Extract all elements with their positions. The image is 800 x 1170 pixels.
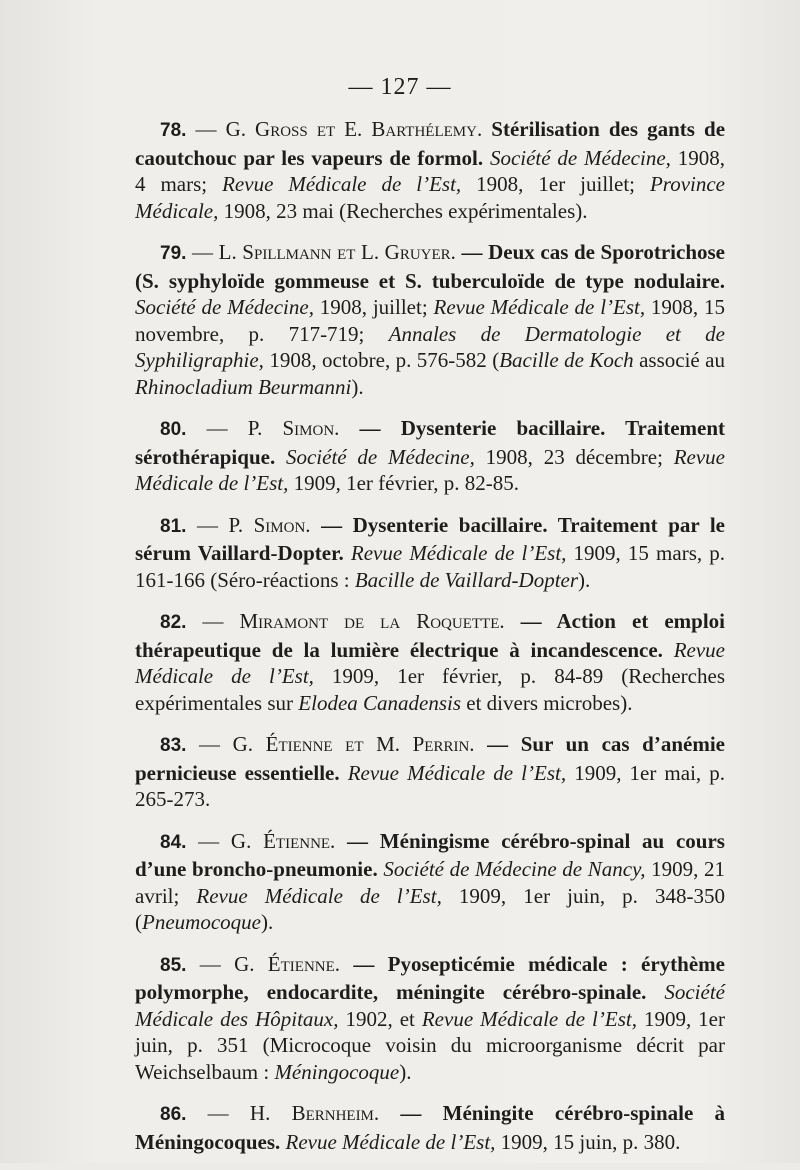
entry-details: 1909, 1er février, p. 82-85.: [288, 471, 520, 495]
bibliography-entry-83: [135, 731, 725, 813]
entry-journal: Société de Médecine de Nancy,: [377, 857, 646, 881]
entry-journal: Revue Médicale de l’Est,: [222, 172, 462, 196]
entry-title: — Deux cas de Sporotrichose (S. syphyloïde gommeuse et S. tuberculoïde de type nodulaire.: [135, 240, 725, 293]
entry-title: — Pyosepticémie médicale : érythème polymorphe, endocardite, méningite cérébro-spinale.: [135, 951, 725, 1004]
entry-details: et divers microbes).: [461, 690, 633, 715]
page-number: — 127 —: [348, 74, 452, 100]
entry-authors: — P. Simon.: [196, 512, 311, 537]
bibliography-entry-85: [135, 951, 725, 1086]
entry-details: ).: [260, 910, 274, 934]
entry-journal: Bacille de Vaillard-Dopter: [354, 567, 579, 592]
entry-title: — Méningisme cérébro-spinal au cours d’une broncho-pneumonie.: [135, 828, 725, 881]
entry-number: 86.: [160, 1104, 187, 1125]
entry-journal: Société de Médecine,: [275, 444, 475, 469]
entry-journal: Revue Médicale de l’Est,: [196, 883, 442, 908]
entry-journal: Pneumocoque: [142, 910, 261, 934]
entry-journal: Revue Médicale de l’Est,: [433, 295, 646, 319]
entry-journal: Société de Médecine,: [135, 295, 314, 319]
entry-details: ).: [399, 1059, 412, 1084]
entry-journal: Revue Médicale de l’Est,: [135, 444, 725, 495]
entry-details: 1909, 1er juin, p. 351 (Microcoque voisin du microorganisme décrit par Weichselbaum :: [135, 1006, 725, 1084]
entry-number: 83.: [160, 735, 187, 756]
entry-authors: — G. Gross et E. Barthélemy.: [195, 117, 483, 141]
bibliography-entry-81: [135, 512, 725, 594]
bibliography-entry-84: [135, 828, 725, 936]
entry-journal: Province Médicale,: [135, 172, 725, 223]
entry-title: — Action et emploi thérapeutique de la lumière électrique à incandescence.: [135, 609, 726, 662]
entry-journal: Bacille de Koch: [499, 348, 634, 372]
entry-details: 1909, 21 avril;: [135, 857, 726, 908]
entry-details: associé au: [633, 348, 725, 372]
entry-details: ).: [351, 374, 364, 399]
entry-authors: — G. Étienne.: [199, 951, 341, 976]
entry-journal: Elodea Canadensis: [298, 690, 462, 715]
entry-details: 1908, juillet;: [313, 295, 434, 319]
entry-number: 79.: [160, 243, 187, 264]
entry-details: 1902, et: [338, 1006, 422, 1031]
entry-journal: Annales de Dermatologie et de Syphiligraphie,: [135, 321, 726, 372]
entry-details: 1908, 1er juillet;: [461, 172, 650, 196]
entry-details: 1909, 1er juin, p. 348-350 (: [135, 883, 725, 934]
entry-journal: Revue Médicale de l’Est,: [343, 541, 567, 565]
entry-number: 80.: [160, 419, 187, 440]
entry-details: 1909, 1er mai, p. 265-273.: [135, 760, 725, 811]
entry-title: — Sur un cas d’anémie pernicieuse essentielle.: [135, 732, 725, 785]
entry-details: 1909, 15 juin, p. 380.: [495, 1129, 681, 1154]
entry-details: 1908, 23 mai (Recherches expérimentales).: [218, 198, 588, 223]
bibliography-entry-86: [135, 1100, 725, 1155]
entry-number: 82.: [160, 612, 187, 633]
entry-journal: Revue Médicale de l’Est,: [339, 760, 567, 785]
entry-title: — Méningite cérébro-spinale à Méningocoques.: [135, 1101, 726, 1154]
entry-title: Stérilisation des gants de caoutchouc par les vapeurs de formol.: [135, 117, 726, 170]
bibliography-entry-82: [135, 608, 725, 716]
bibliography-entry-80: [135, 415, 725, 497]
entry-authors: — G. Étienne.: [198, 828, 336, 853]
entry-authors: — H. Bernheim.: [207, 1101, 380, 1125]
entry-number: 81.: [160, 515, 187, 537]
entry-details: 1909, 1er février, p. 84-89 (Recherches expérimentales sur: [135, 664, 725, 715]
entry-authors: — Miramont de la Roquette.: [202, 609, 505, 633]
bibliography-entry-79: [135, 239, 725, 400]
entry-journal: Société de Médecine,: [483, 145, 671, 170]
entry-details: 1908, 23 décembre;: [474, 444, 674, 469]
entry-journal: Rhinocladium Beurmanni: [135, 374, 352, 399]
entry-title: — Dysenterie bacillaire. Traitement par le sérum Vaillard-Dopter.: [135, 512, 726, 565]
entry-journal: Revue Médicale de l’Est,: [135, 637, 725, 688]
bibliography-list: [135, 116, 725, 1170]
entry-details: 1909, 15 mars, p. 161-166 (Séro-réactions :: [135, 541, 725, 592]
entry-title: — Dysenterie bacillaire. Traitement sérothérapique.: [135, 416, 725, 469]
entry-details: 1908, 15 novembre, p. 717-719;: [135, 295, 725, 346]
entry-details: 1908, 4 mars;: [135, 145, 725, 196]
entry-journal: Société Médicale des Hôpitaux,: [135, 980, 725, 1031]
bibliography-entry-78: [135, 116, 725, 224]
entry-authors: — L. Spillmann et L. Gruyer.: [192, 240, 456, 264]
entry-journal: Revue Médicale de l’Est,: [280, 1129, 496, 1154]
entry-details: ).: [578, 567, 591, 592]
entry-number: 78.: [160, 120, 187, 141]
entry-authors: — G. Étienne et M. Perrin.: [199, 732, 475, 756]
entry-details: 1908, octobre, p. 576-582 (: [263, 348, 500, 372]
entry-authors: — P. Simon.: [206, 416, 340, 440]
entry-number: 84.: [160, 831, 187, 853]
entry-journal: Revue Médicale de l’Est,: [421, 1006, 637, 1031]
entry-journal: Méningocoque: [274, 1059, 400, 1084]
entry-number: 85.: [160, 954, 187, 976]
